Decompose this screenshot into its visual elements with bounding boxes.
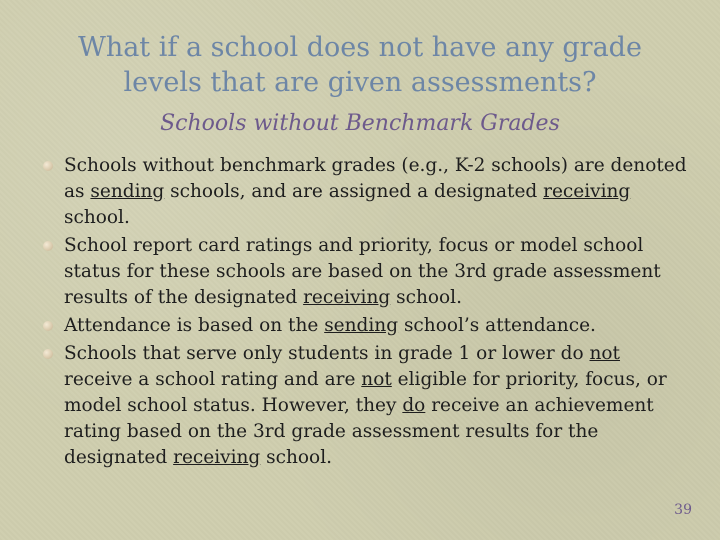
bullet-list bbox=[0, 153, 720, 473]
bullet-dot-icon bbox=[43, 161, 53, 171]
underlined-text: receiving bbox=[303, 287, 391, 308]
underlined-text: receiving bbox=[543, 181, 631, 202]
bullet-text: Schools without benchmark grades (e.g., K-2 schools) are denoted as bbox=[64, 155, 687, 202]
bullet-item bbox=[0, 313, 720, 339]
bullet-text: school’s attendance. bbox=[398, 315, 596, 336]
slide-subtitle: Schools without Benchmark Grades bbox=[160, 111, 560, 136]
bullet-item bbox=[0, 341, 720, 471]
bullet-text: eligible for priority, focus, or model school status. However, they bbox=[64, 369, 667, 416]
bullet-text: Attendance is based on the bbox=[64, 315, 325, 336]
bullet-text: receive a school rating and are bbox=[64, 369, 362, 390]
bullet-text: schools, and are assigned a designated bbox=[164, 181, 544, 202]
bullet-item bbox=[0, 233, 720, 311]
bullet-item bbox=[0, 153, 720, 231]
bullet-text: school. bbox=[260, 447, 332, 468]
underlined-text: do bbox=[402, 395, 426, 416]
bullet-dot-icon bbox=[43, 241, 53, 251]
page-number: 39 bbox=[674, 502, 692, 518]
bullet-text: Schools that serve only students in grade 1 or lower do bbox=[64, 343, 590, 364]
underlined-text: not bbox=[361, 369, 392, 390]
slide-title: What if a school does not have any grade levels that are given assessments? bbox=[78, 32, 642, 98]
bullet-text: receive an achievement rating based on the 3rd grade assessment results for the designated bbox=[64, 395, 654, 468]
underlined-text: sending bbox=[90, 181, 165, 202]
bullet-text: school. bbox=[64, 207, 130, 228]
underlined-text: receiving bbox=[173, 447, 261, 468]
bullet-text: School report card ratings and priority, focus or model school status for these schools are based on the 3rd grade assessment results of the designated bbox=[64, 235, 661, 308]
bullet-text: school. bbox=[390, 287, 462, 308]
bullet-dot-icon bbox=[43, 321, 53, 331]
underlined-text: sending bbox=[324, 315, 399, 336]
underlined-text: not bbox=[589, 343, 620, 364]
bullet-dot-icon bbox=[43, 349, 53, 359]
